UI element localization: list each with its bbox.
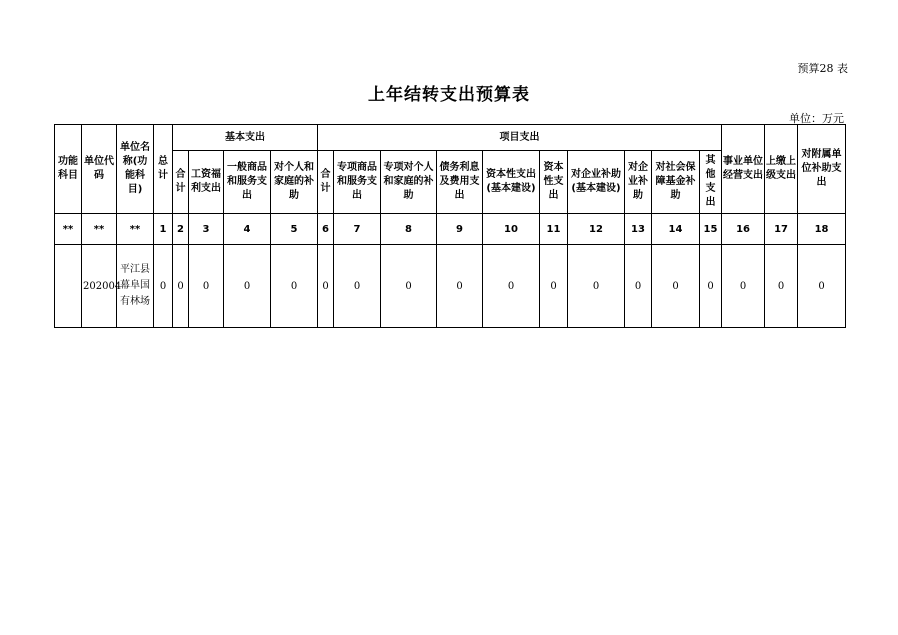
header-project-social-security: 对社会保障基金补助	[652, 151, 700, 214]
column-number-cell: 17	[765, 214, 798, 245]
column-number-cell: **	[117, 214, 154, 245]
column-number-cell: 15	[700, 214, 722, 245]
header-project-subtotal: 合计	[318, 151, 334, 214]
cell-value: 0	[189, 245, 224, 328]
column-number-cell: 7	[334, 214, 381, 245]
column-number-cell: 14	[652, 214, 700, 245]
column-number-cell: 16	[722, 214, 765, 245]
column-number-cell: 6	[318, 214, 334, 245]
column-number-cell: 13	[625, 214, 652, 245]
cell-value: 0	[224, 245, 271, 328]
page-title: 上年结转支出预算表	[368, 85, 530, 105]
cell-value: 0	[798, 245, 846, 328]
header-project-personal-subsidy: 专项对个人和家庭的补助	[381, 151, 437, 214]
header-subsidy-to-subsidiary: 对附属单位补助支出	[798, 125, 846, 214]
cell-value: 0	[625, 245, 652, 328]
budget-table	[54, 124, 846, 328]
column-number-cell: 3	[189, 214, 224, 245]
header-project-other: 其他支出	[700, 151, 722, 214]
cell-value: 0	[540, 245, 568, 328]
header-project-capital: 资本性支出	[540, 151, 568, 214]
cell-value: 0	[722, 245, 765, 328]
cell-func-subject	[55, 245, 82, 328]
header-basic-goods-services: 一般商品和服务支出	[224, 151, 271, 214]
column-number-cell: 11	[540, 214, 568, 245]
cell-value: 0	[381, 245, 437, 328]
header-project-enterprise-construction: 对企业补助(基本建设)	[568, 151, 625, 214]
unit-label: 单位：万元	[789, 112, 844, 125]
table-row	[55, 245, 846, 328]
header-basic-expenditure: 基本支出	[173, 125, 318, 151]
header-basic-subtotal: 合计	[173, 151, 189, 214]
header-project-capital-construction: 资本性支出(基本建设)	[483, 151, 540, 214]
column-number-cell: 9	[437, 214, 483, 245]
cell-value: 0	[271, 245, 318, 328]
cell-value: 0	[318, 245, 334, 328]
column-number-cell: 4	[224, 214, 271, 245]
cell-value: 0	[437, 245, 483, 328]
header-func-subject: 功能科目	[55, 125, 82, 214]
column-number-cell: **	[55, 214, 82, 245]
column-number-cell: 10	[483, 214, 540, 245]
cell-value: 0	[568, 245, 625, 328]
form-number: 预算28 表	[797, 62, 848, 75]
cell-value: 0	[173, 245, 189, 328]
column-number-cell: 1	[154, 214, 173, 245]
column-number-row	[55, 214, 846, 245]
header-project-debt-interest: 债务利息及费用支出	[437, 151, 483, 214]
cell-value: 0	[334, 245, 381, 328]
header-project-enterprise-subsidy: 对企业补助	[625, 151, 652, 214]
column-number-cell: 2	[173, 214, 189, 245]
header-basic-personal-subsidy: 对个人和家庭的补助	[271, 151, 318, 214]
cell-unit-name: 平江县幕阜国有林场	[117, 245, 154, 328]
cell-value: 0	[765, 245, 798, 328]
header-row-1	[55, 125, 846, 151]
header-unit-name: 单位名称(功能科目)	[117, 125, 154, 214]
column-number-cell: **	[82, 214, 117, 245]
header-project-expenditure: 项目支出	[318, 125, 722, 151]
cell-value: 0	[700, 245, 722, 328]
cell-value: 0	[483, 245, 540, 328]
header-unit-code: 单位代码	[82, 125, 117, 214]
column-number-cell: 8	[381, 214, 437, 245]
column-number-cell: 12	[568, 214, 625, 245]
header-project-goods-services: 专项商品和服务支出	[334, 151, 381, 214]
cell-unit-code: 202004	[82, 245, 117, 328]
header-total: 总计	[154, 125, 173, 214]
column-number-cell: 5	[271, 214, 318, 245]
header-payment-to-superior: 上缴上级支出	[765, 125, 798, 214]
column-number-cell: 18	[798, 214, 846, 245]
header-public-institution-operation: 事业单位经营支出	[722, 125, 765, 214]
cell-value: 0	[652, 245, 700, 328]
header-basic-wages: 工资福利支出	[189, 151, 224, 214]
cell-value: 0	[154, 245, 173, 328]
